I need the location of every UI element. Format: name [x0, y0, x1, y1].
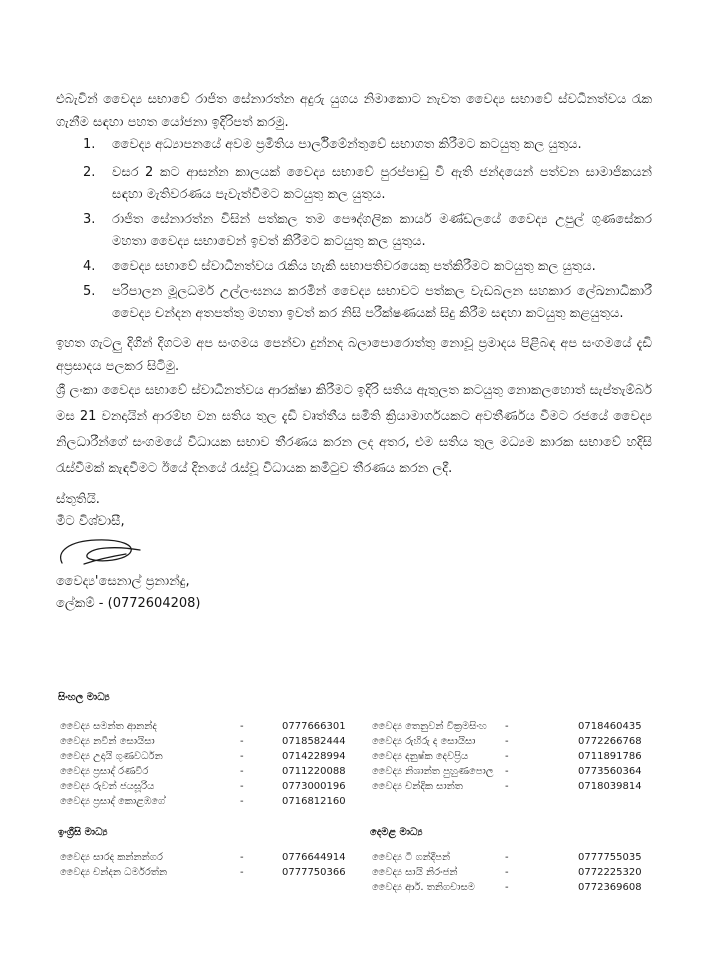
contact-separator: - [240, 721, 244, 732]
contact-row [60, 749, 346, 764]
contact-row [60, 764, 346, 779]
proposals-list [56, 134, 652, 325]
contact-separator: - [505, 736, 509, 747]
contact-name: වෛද්‍ය චන්දික සාන්ත [372, 781, 463, 792]
contact-row [60, 850, 346, 865]
contact-row [60, 734, 346, 749]
contact-separator: - [505, 781, 509, 792]
contact-row [372, 850, 642, 865]
contact-separator: - [505, 852, 509, 863]
contact-name: වෛද්‍ය සමන්ත ආනන්ද [60, 721, 157, 732]
proposal-number: 2. [83, 165, 96, 180]
proposal-number: 1. [83, 137, 96, 152]
english-contacts [60, 850, 346, 880]
sinhala-contacts-right [372, 719, 642, 794]
proposal-item [56, 162, 652, 206]
contact-separator: - [240, 781, 244, 792]
contact-separator: - [240, 796, 244, 807]
contact-name: වෛද්‍ය රුහිරු ද සොයිසා [372, 736, 476, 747]
contact-name: වෛද්‍ය ප්‍රසාද් රණවීර [60, 766, 149, 777]
contact-phone: 0773560364 [578, 766, 642, 777]
proposal-item [56, 134, 652, 156]
contact-row [372, 779, 642, 794]
contact-separator: - [505, 721, 509, 732]
contact-row [60, 865, 346, 880]
contact-phone: 0777666301 [282, 721, 346, 732]
contact-separator: - [505, 766, 509, 777]
contact-phone: 0772369608 [578, 882, 642, 893]
contact-separator: - [240, 736, 244, 747]
contact-row [372, 880, 642, 895]
contact-name: වෛද්‍ය සාරද කන්නන්ගර [60, 852, 163, 863]
section-heading-english-medium: ඉංග්‍රීසි මාධ්‍ය [58, 827, 108, 838]
contact-row [60, 719, 346, 734]
contact-phone: 0718460435 [578, 721, 642, 732]
contact-separator: - [505, 867, 509, 878]
contact-name: වෛද්‍ය දනුෂ්ක දෙවප්‍රිය [372, 751, 469, 762]
section-heading-sinhala-medium: සිංහල මාධ්‍ය [58, 692, 110, 703]
signer-name: වෛද්‍ය'සෙනාල් ප්‍රනාන්දු, [56, 574, 190, 589]
contact-phone: 0777755035 [578, 852, 642, 863]
contact-name: වෛද්‍ය ප්‍රසාද් කොළඹගේ [60, 796, 166, 807]
contact-separator: - [240, 766, 244, 777]
contact-name: වෛද්‍ය චන්දන ධර්මරත්න [60, 867, 168, 878]
contact-phone: 0772266768 [578, 736, 642, 747]
protest-paragraph: ඉහත ගැටලු දිගින් දිගටම අප සංගමය පෙන්වා දුන්නද බලාපොරොත්තු නොවූ ප්‍රමාදය පිළිබඳ අප සංගමයේ දැඩි අප්‍රසාදය පලකර සිටිමු. [56, 336, 652, 374]
contact-name: වෛද්‍ය නවීන් සොයිසා [60, 736, 155, 747]
proposal-number: 5. [83, 284, 96, 299]
contact-phone: 0711220088 [282, 766, 346, 777]
contact-phone: 0777750366 [282, 867, 346, 878]
contact-separator: - [505, 751, 509, 762]
intro-paragraph: එබැවින් වෛද්‍ය සභාවේ රාජිත සේනාරත්න අදුරු යුගය නිමාකොට නැවත වෛද්‍ය සභාවේ ස්වධීනත්වය රැක ගැනීම සඳහා පහත යෝජනා ඉදිරිපත් කරමු. [56, 92, 652, 130]
contact-separator: - [240, 751, 244, 762]
action-paragraph: ශ්‍රී ලංකා වෛද්‍ය සභාවේ ස්වාධීනත්වය ආරක්ෂා කිරීමට ඉදිරි සතිය ඇතුලත කටයුතු නොකලහොත් සැප්තැම්බර් මස 21 වනදායින් ආරම්භ වන සතිය තුල දැඩි වෘත්තීය සමිති ක්‍රියාමාර්ගයකට අවතීර්ණය වීමට රජයේ වෛද්‍ය නිලධාරීන්ගේ සංගමයේ විධායක සභාව තීරණය කරන ලද අතර, එම සතිය තුල මධ්‍යම කාරක සභාවේ හදිසි රැස්වීමක් කැඳවීමට ඊයේ දිනයේ රැස්වූ විධායක කමිටුව තීරණය කරන ලදී. [56, 383, 652, 476]
proposal-item [56, 256, 652, 278]
proposal-text: වෛද්‍ය සභාවේ ස්වාධීනත්වය රැකිය හැකි සභාපතිවරයෙකු පත්කිරීමට කටයුතු කල යුතුය. [112, 259, 596, 274]
proposal-number: 3. [83, 212, 96, 227]
contact-phone: 0772225320 [578, 867, 642, 878]
thanks-line: ස්තුතියි. [56, 492, 100, 507]
contact-row [372, 734, 642, 749]
tamil-contacts [372, 850, 642, 895]
closing-block [56, 489, 652, 533]
sinhala-contacts-left [60, 719, 346, 809]
signature [56, 533, 146, 571]
contact-name: වෛද්‍ය සායි නිරංජන් [372, 867, 458, 878]
proposal-text: රාජිත සේනාරත්න විසින් පත්කල තම පෞද්ගලික කාර්ය මණ්ඩලයේ වෛද්‍ය උපුල් ගුණසේකර මහතා වෛද්‍ය සභාවෙන් ඉවත් කිරීමට කටයුතු කල යුතුය. [112, 212, 652, 249]
contact-separator: - [240, 867, 244, 878]
signer-title: ලේකම් - (0772604208) [56, 596, 201, 611]
contact-separator: - [505, 882, 509, 893]
proposal-item [56, 209, 652, 253]
proposal-item [56, 281, 652, 325]
contact-phone: 0711891786 [578, 751, 642, 762]
contact-name: වෛද්‍ය උදායි ගුණවර්ධන [60, 751, 163, 762]
contact-row [60, 779, 346, 794]
contact-row [372, 719, 642, 734]
contact-phone: 0773000196 [282, 781, 346, 792]
contact-row [60, 794, 346, 809]
proposal-text: වෛද්‍ය අධ්‍යාපනයේ අවම ප්‍රමිතිය පාර්ලිමේන්තුවේ සභාගත කිරීමට කටයුතු කල යුතුය. [112, 137, 582, 152]
contact-phone: 0718039814 [578, 781, 642, 792]
sign-off-line: මීට විශ්වාසී, [56, 514, 125, 529]
contact-row [372, 764, 642, 779]
contact-phone: 0718582444 [282, 736, 346, 747]
contact-phone: 0776644914 [282, 852, 346, 863]
contact-row [372, 749, 642, 764]
contact-phone: 0716812160 [282, 796, 346, 807]
contact-name: වෛද්‍ය තෙනුවන් වික්‍රමසිංහ [372, 721, 487, 732]
signer-block [56, 571, 652, 615]
section-heading-tamil-medium: දෙමළ මාධ්‍ය [370, 827, 423, 838]
contact-phone: 0714228994 [282, 751, 346, 762]
proposal-text: පරිපාලන මූලධර්ම උල්ලංඝනය කරමින් වෛද්‍ය සභාවට පත්කල වැඩබලන සහකාර ලේඛනාධිකාරී වෛද්‍ය චන්දන අතපත්තු මහතා ඉවත් කර නිසි පරීක්ෂණයක් සිදු කිරීම සඳහා කටයුතු කළයුතුය. [112, 284, 652, 321]
contact-name: වෛද්‍ය නිශාන්ත පුහුණපොල [372, 766, 494, 777]
contact-name: වෛද්‍ය ආර්. තනිගචාසම [372, 882, 475, 893]
letter-body [56, 88, 652, 615]
proposal-number: 4. [83, 259, 96, 274]
contact-row [372, 865, 642, 880]
contact-name: වෛද්‍ය රුවන් ජයසූරිය [60, 781, 155, 792]
contact-separator: - [240, 852, 244, 863]
contact-name: වෛද්‍ය ටී ගන්දීපන් [372, 852, 451, 863]
proposal-text: වසර 2 කට ආසන්න කාලයක් වෛද්‍ය සභාවේ පුරප්පාඩු වී ඇති ජන්දයෙන් පත්වන සාමාජිකයන් සඳහා මැතිවරණය පැවැත්වීමට කටයුතු කල යුතුය. [112, 165, 652, 202]
